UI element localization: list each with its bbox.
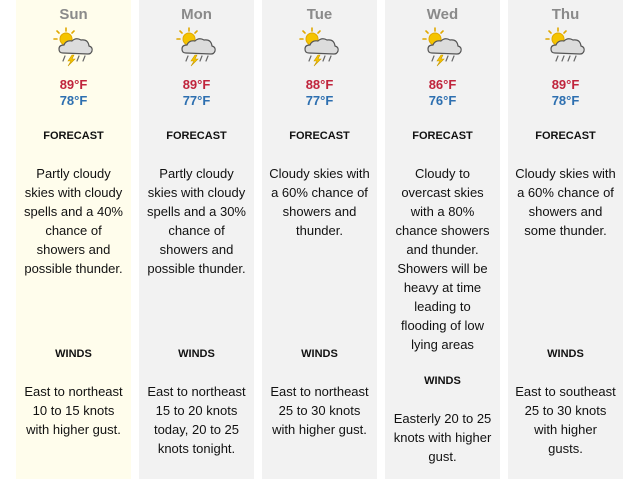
low-temp: 76°F — [428, 93, 457, 108]
winds-label: WINDS — [55, 348, 92, 360]
winds-text: Easterly 20 to 25 knots with higher gust. — [393, 411, 492, 464]
partly-cloudy-thunderstorm-icon — [299, 27, 341, 67]
forecast-label: FORECAST — [289, 130, 350, 142]
forecast-text: Cloudy skies with a 60% chance of showers and thunder. — [269, 166, 370, 238]
day-column-tue — [262, 0, 377, 479]
partly-cloudy-thunderstorm-icon — [176, 27, 218, 67]
day-name: Wed — [426, 6, 459, 23]
low-temp: 77°F — [305, 93, 334, 108]
day-name: Sun — [59, 6, 88, 23]
high-temp: 89°F — [182, 77, 211, 92]
forecast-label: FORECAST — [166, 130, 227, 142]
winds-text: East to northeast 25 to 30 knots with higher gust. — [270, 384, 369, 437]
winds-text: East to northeast 15 to 20 knots today, 20 to 25 knots tonight. — [147, 384, 246, 456]
forecast-label: FORECAST — [43, 130, 104, 142]
partly-cloudy-showers-icon — [545, 27, 587, 67]
day-name: Tue — [306, 6, 333, 23]
forecast-text: Partly cloudy skies with cloudy spells and a 30% chance of showers and possible thunder. — [146, 166, 246, 276]
day-column-wed — [385, 0, 500, 479]
day-column-sun — [16, 0, 131, 479]
day-column-mon — [139, 0, 254, 479]
winds-label: WINDS — [424, 375, 461, 387]
forecast-label: FORECAST — [412, 130, 473, 142]
high-temp: 86°F — [428, 77, 457, 92]
low-temp: 78°F — [59, 93, 88, 108]
winds-label: WINDS — [301, 348, 338, 360]
low-temp: 78°F — [551, 93, 580, 108]
forecast-label: FORECAST — [535, 130, 596, 142]
partly-cloudy-thunderstorm-icon — [53, 27, 95, 67]
winds-label: WINDS — [547, 348, 584, 360]
low-temp: 77°F — [182, 93, 211, 108]
day-name: Thu — [551, 6, 580, 23]
forecast-text: Partly cloudy skies with cloudy spells and a 40% chance of showers and possible thunder. — [23, 166, 123, 276]
winds-text: East to northeast 10 to 15 knots with higher gust. — [24, 384, 123, 437]
high-temp: 89°F — [551, 77, 580, 92]
high-temp: 88°F — [305, 77, 334, 92]
winds-label: WINDS — [178, 348, 215, 360]
winds-text: East to southeast 25 to 30 knots with higher gusts. — [515, 384, 616, 456]
forecast-text: Cloudy to overcast skies with a 80% chance showers and thunder. Showers will be heavy at time leading to flooding of low lying areas — [395, 166, 490, 352]
forecast-text: Cloudy skies with a 60% chance of showers and some thunder. — [515, 166, 616, 238]
day-name: Mon — [181, 6, 212, 23]
day-column-thu — [508, 0, 623, 479]
partly-cloudy-thunderstorm-icon — [422, 27, 464, 67]
high-temp: 89°F — [59, 77, 88, 92]
